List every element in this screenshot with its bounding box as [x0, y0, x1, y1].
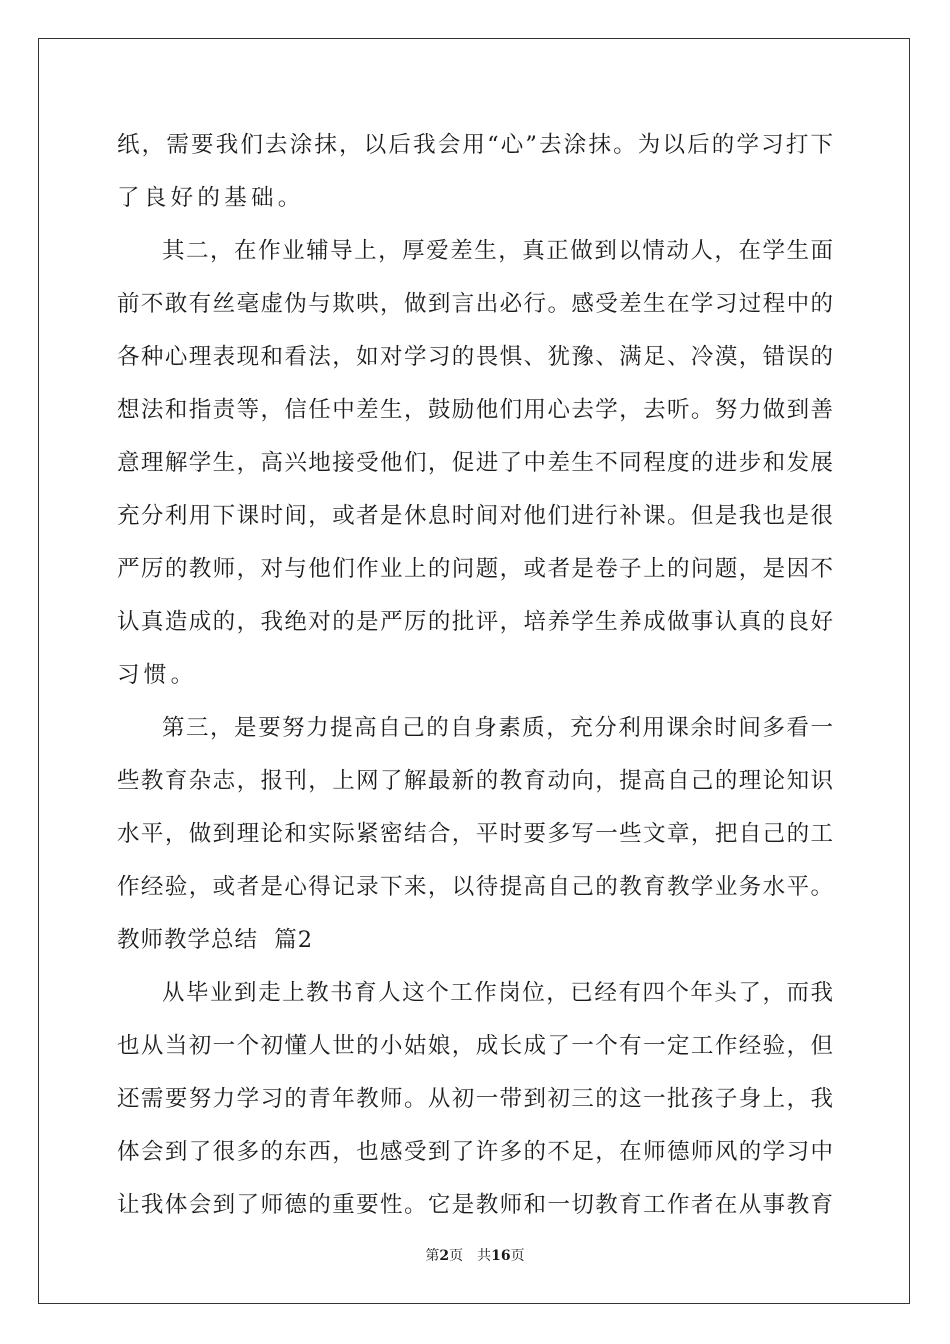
page-unit: 页 — [449, 1248, 464, 1264]
text-line: 第三，是要努力提高自己的自身素质，充分利用课余时间多看一 — [162, 715, 833, 741]
text-line: 水平，做到理论和实际紧密结合，平时要多写一些文章，把自己的工 — [117, 821, 833, 847]
text-line: 各种心理表现和看法，如对学习的畏惧、犹豫、满足、冷漠，错误的 — [117, 344, 833, 370]
total-prefix: 共 — [477, 1248, 492, 1264]
text-line: 严厉的教师，对与他们作业上的问题，或者是卷子上的问题，是因不 — [117, 556, 833, 582]
text-line: 纸，需要我们去涂抹，以后我会用“心”去涂抹。为以后的学习打下 — [117, 132, 833, 158]
text-line: 其二，在作业辅导上，厚爱差生，真正做到以情动人，在学生面 — [162, 238, 833, 264]
text-line: 想法和指责等，信任中差生，鼓励他们用心去学，去听。努力做到善 — [117, 397, 833, 423]
text-line: 让我体会到了师德的重要性。它是教师和一切教育工作者在从事教育 — [117, 1192, 833, 1218]
text-line: 些教育杂志，报刊，上网了解最新的教育动向，提高自己的理论知识 — [117, 768, 833, 794]
text-line: 也从当初一个初懂人世的小姑娘，成长成了一个有一定工作经验，但 — [117, 1033, 833, 1059]
text-line: 前不敢有丝毫虚伪与欺哄，做到言出必行。感受差生在学习过程中的 — [117, 291, 833, 317]
text-line: 作经验，或者是心得记录下来，以待提高自己的教育教学业务水平。 — [117, 874, 833, 900]
total-unit: 页 — [510, 1248, 525, 1264]
page-footer — [0, 1247, 950, 1265]
text-line: 认真造成的，我绝对的是严厉的批评，培养学生养成做事认真的良好 — [117, 609, 833, 635]
page-total: 16 — [491, 1248, 511, 1264]
text-line: 习惯。 — [117, 662, 198, 688]
text-line: 体会到了很多的东西，也感受到了许多的不足，在师德师风的学习中 — [117, 1139, 833, 1165]
section-heading: 教师教学总结 篇2 — [117, 927, 314, 953]
text-line: 意理解学生，高兴地接受他们，促进了中差生不同程度的进步和发展 — [117, 450, 833, 476]
page-prefix: 第 — [425, 1248, 440, 1264]
text-line: 还需要努力学习的青年教师。从初一带到初三的这一批孩子身上，我 — [117, 1086, 833, 1112]
text-line: 充分利用下课时间，或者是休息时间对他们进行补课。但是我也是很 — [117, 503, 833, 529]
page-current: 2 — [439, 1248, 450, 1264]
text-line: 了良好的基础。 — [117, 185, 305, 211]
text-line: 从毕业到走上教书育人这个工作岗位，已经有四个年头了，而我 — [162, 980, 833, 1006]
